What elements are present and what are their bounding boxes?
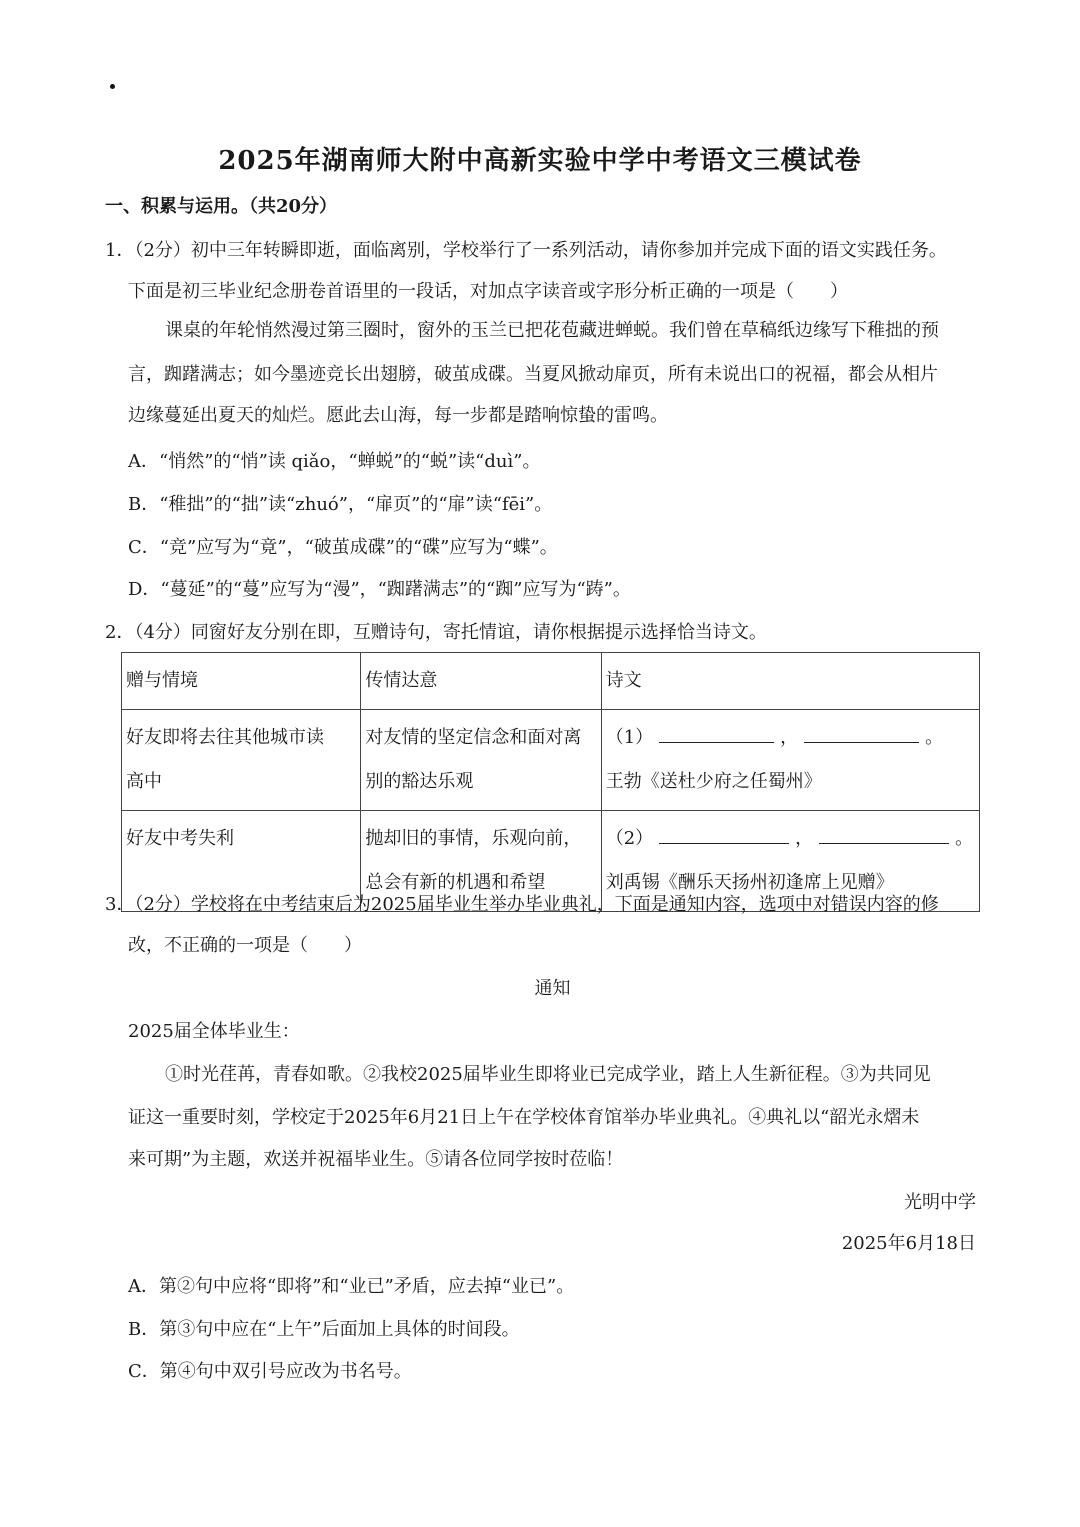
q1-option-a[interactable]: A．“悄然”的“悄”读 qiǎo，“蝉蜕”的“蜕”读“duì”。 [128,451,541,472]
q1-stem-line1: 1．（2分）初中三年转瞬即逝，面临离别，学校举行了一系列活动，请你参加并完成下面的语文实践任务。 [105,240,947,261]
exam-title: 2025年湖南师大附中高新实验中学中考语文三模试卷 [218,146,862,176]
q1-passage-line: 边缘蔓延出夏天的灿烂。愿此去山海，每一步都是踏响惊蛰的雷鸣。 [128,405,668,426]
notice-signature: 光明中学 [904,1192,976,1213]
notice-body-line: 来可期”为主题，欢送并祝福毕业生。⑤请各位同学按时莅临！ [128,1149,624,1170]
q3-option-a[interactable]: A．第②句中应将“即将”和“业已”矛盾，应去掉“业已”。 [128,1276,575,1297]
q3-option-b[interactable]: B．第③句中应在“上午”后面加上具体的时间段。 [128,1319,520,1340]
q1-passage-line: 言，踟躇满志；如今墨迹竞长出翅膀，破茧成碟。当夏风掀动扉页，所有未说出口的祝福，都会从相片 [128,364,938,385]
table-header-cell: 赠与情境 [122,653,361,710]
blank-end: 。 [925,727,944,748]
q1-option-d[interactable]: D．“蔓延”的“蔓”应写为“漫”，“踟躇满志”的“踟”应写为“踌”。 [128,579,631,600]
situation-cell [122,710,361,811]
poem-table [121,652,980,912]
situation-text: 高中 [126,771,162,792]
meaning-text: 抛却旧的事情，乐观向前， [365,828,582,849]
q1-passage-line: 课桌的年轮悄然漫过第三圈时，窗外的玉兰已把花苞藏进蝉蜕。我们曾在草稿纸边缘写下稚拙的预 [165,320,939,341]
notice-date: 2025年6月18日 [841,1233,976,1254]
q2-stem: 2．（4分）同窗好友分别在即，互赠诗句，寄托情谊，请你根据提示选择恰当诗文。 [105,622,767,643]
poem-source: 刘禹锡《酬乐天扬州初逢席上见赠》 [605,872,894,893]
q1-option-c[interactable]: C．“竞”应写为“竟”，“破茧成碟”的“碟”应写为“蝶”。 [128,537,558,558]
blank-number: （2） [605,828,654,849]
poem-source: 王勃《送杜少府之任蜀州》 [605,771,822,792]
meaning-cell [361,710,601,811]
blank-separator: ， [780,727,799,748]
meaning-text: 总会有新的机遇和希望 [365,872,546,893]
meaning-text: 对友情的坚定信念和面对离 [365,727,582,748]
table-row [122,710,980,811]
bullet-dot [110,84,115,89]
answer-blank[interactable] [659,726,774,743]
poem-cell [601,710,979,811]
notice-salutation: 2025届全体毕业生： [128,1021,300,1042]
notice-body-line: 证这一重要时刻，学校定于2025年6月21日上午在学校体育馆举办毕业典礼。④典礼以“韶光永熠未 [128,1107,920,1128]
answer-blank[interactable] [819,827,949,844]
q3-stem-line2: 改，不正确的一项是（ ） [128,935,362,956]
meaning-text: 别的豁达乐观 [365,771,474,792]
table-header-cell: 传情达意 [361,653,601,710]
situation-text: 好友即将去往其他城市读 [126,727,324,748]
blank-number: （1） [605,727,654,748]
table-header-cell: 诗文 [601,653,979,710]
notice-title: 通知 [534,978,571,999]
situation-text: 好友中考失利 [126,828,234,849]
blank-end: 。 [955,828,974,849]
answer-blank[interactable] [659,827,789,844]
q3-stem-line1: 3．（2分）学校将在中考结束后为2025届毕业生举办毕业典礼，下面是通知内容，选项中对错误内容的修 [105,894,939,915]
answer-blank[interactable] [804,726,919,743]
q1-option-b[interactable]: B．“稚拙”的“拙”读“zhuó”，“扉页”的“扉”读“fēi”。 [128,494,553,515]
table-header-row [122,653,980,710]
notice-body-line: ①时光荏苒，青春如歌。②我校2025届毕业生即将业已完成学业，踏上人生新征程。③为共同见 [165,1064,931,1085]
section-heading: 一、积累与运用。（共20分） [105,196,338,217]
q1-stem-line2: 下面是初三毕业纪念册卷首语里的一段话，对加点字读音或字形分析正确的一项是（ ） [128,281,848,302]
q3-option-c[interactable]: C．第④句中双引号应改为书名号。 [128,1361,412,1382]
blank-separator: ， [795,828,814,849]
